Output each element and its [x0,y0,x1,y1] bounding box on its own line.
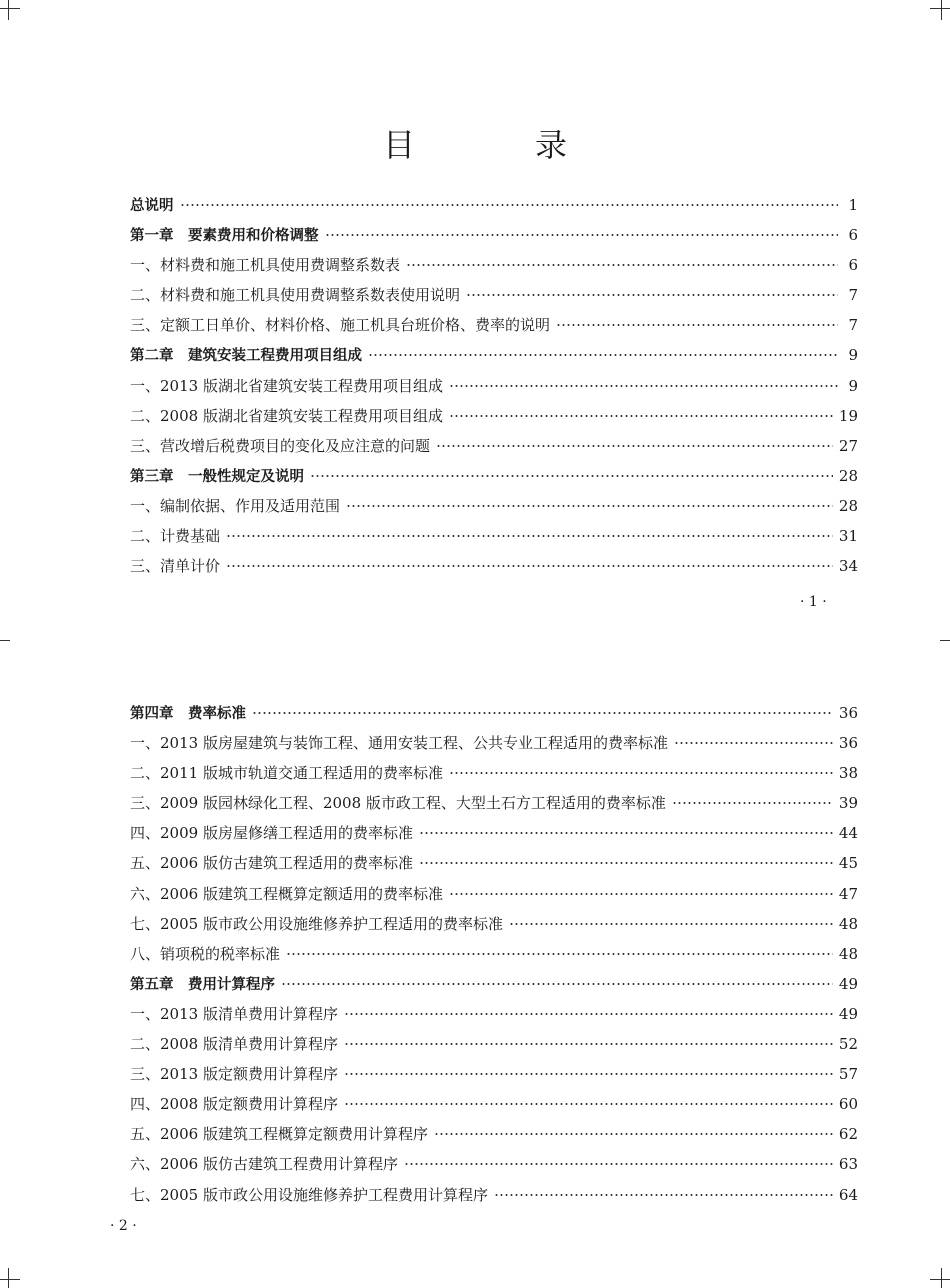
page-number-1: · 1 · [800,594,827,610]
toc-entry-label: 一、2013 版湖北省建筑安装工程费用项目组成 [130,376,443,395]
dot-leader [226,535,833,537]
toc-entry[interactable] [130,461,858,491]
toc-entry-page: 64 [838,1185,858,1204]
toc-entry-page: 28 [838,496,858,515]
dot-leader [325,234,839,236]
toc-entry-label: 第一章 要素费用和价格调整 [130,228,319,245]
toc-entry-label: 四、2008 版定额费用计算程序 [130,1095,338,1114]
toc-entry[interactable] [130,551,858,581]
toc-entry[interactable] [130,728,858,758]
page-title: 目 录 [382,126,611,164]
toc-entry-page: 27 [838,436,858,455]
toc-entry[interactable] [130,1119,858,1149]
toc-entry-label: 第二章 建筑安装工程费用项目组成 [130,348,362,365]
dot-leader [252,712,833,714]
crop-mark [941,1268,942,1288]
toc-entry-page: 45 [838,854,858,873]
toc-entry-page: 7 [848,316,858,335]
toc-entry[interactable] [130,1149,858,1179]
toc-entry[interactable] [130,250,858,280]
dot-leader [466,294,838,296]
toc-entry-label: 七、2005 版市政公用设施维修养护工程适用的费率标准 [130,914,503,933]
toc-entry-label: 一、编制依据、作用及适用范围 [130,496,341,515]
dot-leader [344,1103,833,1105]
toc-entry-label: 七、2005 版市政公用设施维修养护工程费用计算程序 [130,1185,488,1204]
toc-entry-page: 38 [838,764,858,783]
toc-entry-page: 39 [838,794,858,813]
toc-entry[interactable] [130,969,858,999]
toc-entry-label: 第五章 费用计算程序 [130,976,275,993]
toc-entry-page: 62 [838,1125,858,1144]
toc-entry-page: 6 [848,256,858,275]
crop-mark [941,0,942,20]
dot-leader [368,354,838,356]
toc-entry-page: 9 [848,346,858,365]
toc-entry[interactable] [130,280,858,310]
toc-entry[interactable] [130,909,858,939]
toc-entry-page: 34 [838,557,858,576]
toc-entry-page: 7 [848,286,858,305]
crop-mark [0,1279,20,1280]
toc-entry-label: 二、材料费和施工机具使用费调整系数表使用说明 [130,286,461,305]
toc-entry-page: 19 [838,406,858,425]
toc-entry-label: 三、2009 版园林绿化工程、2008 版市政工程、大型土石方工程适用的费率标准 [130,794,666,813]
dot-leader [494,1194,833,1196]
toc-entry-page: 1 [848,196,858,214]
dot-leader [449,385,838,387]
toc-entry-page: 60 [838,1095,858,1114]
toc-entry-label: 二、2008 版清单费用计算程序 [130,1035,338,1054]
toc-entry[interactable] [130,999,858,1029]
toc-entry[interactable] [130,491,858,521]
toc-entry-label: 一、材料费和施工机具使用费调整系数表 [130,256,401,275]
toc-entry-page: 44 [838,824,858,843]
toc-entry-label: 一、2013 版房屋建筑与装饰工程、通用安装工程、公共专业工程适用的费率标准 [130,734,668,753]
crop-mark [930,1279,950,1280]
toc-entry-page: 36 [838,734,858,753]
toc-entry-label: 第三章 一般性规定及说明 [130,468,304,485]
dot-leader [226,565,833,567]
toc-entry-label: 二、2011 版城市轨道交通工程适用的费率标准 [130,764,443,783]
toc-entry[interactable] [130,220,858,250]
dot-leader [509,923,833,925]
toc-entry[interactable] [130,310,858,340]
toc-entry-page: 52 [838,1035,858,1054]
toc-entry[interactable] [130,1089,858,1119]
dot-leader [344,1073,833,1075]
dot-leader [436,445,833,447]
toc-entry[interactable] [130,939,858,969]
toc-entry[interactable] [130,1059,858,1089]
toc-entry-page: 63 [838,1155,858,1174]
crop-mark [0,640,10,641]
toc-entry[interactable] [130,521,858,551]
crop-mark [940,640,950,641]
crop-mark [8,1268,9,1288]
dot-leader [404,1163,833,1165]
toc-entry-label: 第四章 费率标准 [130,706,246,722]
toc-entry-page: 57 [838,1065,858,1084]
toc-entry-page: 31 [838,527,858,546]
toc-entry-label: 二、2008 版湖北省建筑安装工程费用项目组成 [130,406,443,425]
dot-leader [672,802,833,804]
dot-leader [310,475,833,477]
toc-entry[interactable] [130,818,858,848]
dot-leader [281,983,833,985]
dot-leader [344,1043,833,1045]
toc-entry[interactable] [130,758,858,788]
toc-entry-label: 总说明 [130,198,174,214]
toc-entry[interactable] [130,698,858,728]
dot-leader [419,832,833,834]
toc-entry-page: 47 [838,884,858,903]
toc-entry-label: 三、营改增后税费项目的变化及应注意的问题 [130,436,431,455]
dot-leader [286,953,833,955]
toc-entry-label: 二、计费基础 [130,527,221,546]
toc-entry-page: 9 [848,376,858,395]
dot-leader [449,415,833,417]
toc-entry-page: 49 [838,974,858,993]
toc-entry[interactable] [130,371,858,401]
toc-entry-label: 五、2006 版仿古建筑工程适用的费率标准 [130,854,413,873]
toc-entry-page: 36 [838,704,858,722]
toc-entry-label: 三、2013 版定额费用计算程序 [130,1065,338,1084]
toc-entry[interactable] [130,788,858,818]
toc-entry-label: 一、2013 版清单费用计算程序 [130,1004,338,1023]
crop-mark [0,8,20,9]
toc-entry-page: 48 [838,914,858,933]
toc-list-page2 [130,698,858,1210]
toc-entry-page: 49 [838,1004,858,1023]
crop-mark [8,0,9,20]
toc-entry-page: 48 [838,944,858,963]
toc-entry[interactable] [130,1029,858,1059]
toc-entry[interactable] [130,1180,858,1210]
toc-entry[interactable] [130,879,858,909]
toc-entry-label: 三、清单计价 [130,557,221,576]
page-number-2: · 2 · [110,1218,137,1234]
toc-entry[interactable] [130,848,858,878]
dot-leader [556,324,838,326]
dot-leader [346,505,833,507]
toc-entry-page: 28 [838,466,858,485]
toc-entry-label: 三、定额工日单价、材料价格、施工机具台班价格、费率的说明 [130,316,551,335]
dot-leader [344,1013,833,1015]
toc-entry-label: 六、2006 版建筑工程概算定额适用的费率标准 [130,884,443,903]
dot-leader [434,1133,833,1135]
toc-entry-label: 四、2009 版房屋修缮工程适用的费率标准 [130,824,413,843]
toc-entry-label: 六、2006 版仿古建筑工程费用计算程序 [130,1155,398,1174]
crop-mark [930,8,950,9]
dot-leader [406,264,838,266]
dot-leader [419,862,833,864]
toc-entry[interactable] [130,340,858,370]
toc-list-page1 [130,190,858,581]
toc-entry-page: 6 [848,226,858,245]
toc-entry[interactable] [130,401,858,431]
dot-leader [449,772,833,774]
toc-entry-label: 八、销项税的税率标准 [130,944,281,963]
dot-leader [449,893,833,895]
toc-entry-label: 五、2006 版建筑工程概算定额费用计算程序 [130,1125,428,1144]
toc-entry[interactable] [130,190,858,220]
dot-leader [180,204,839,206]
dot-leader [674,742,833,744]
toc-entry[interactable] [130,431,858,461]
